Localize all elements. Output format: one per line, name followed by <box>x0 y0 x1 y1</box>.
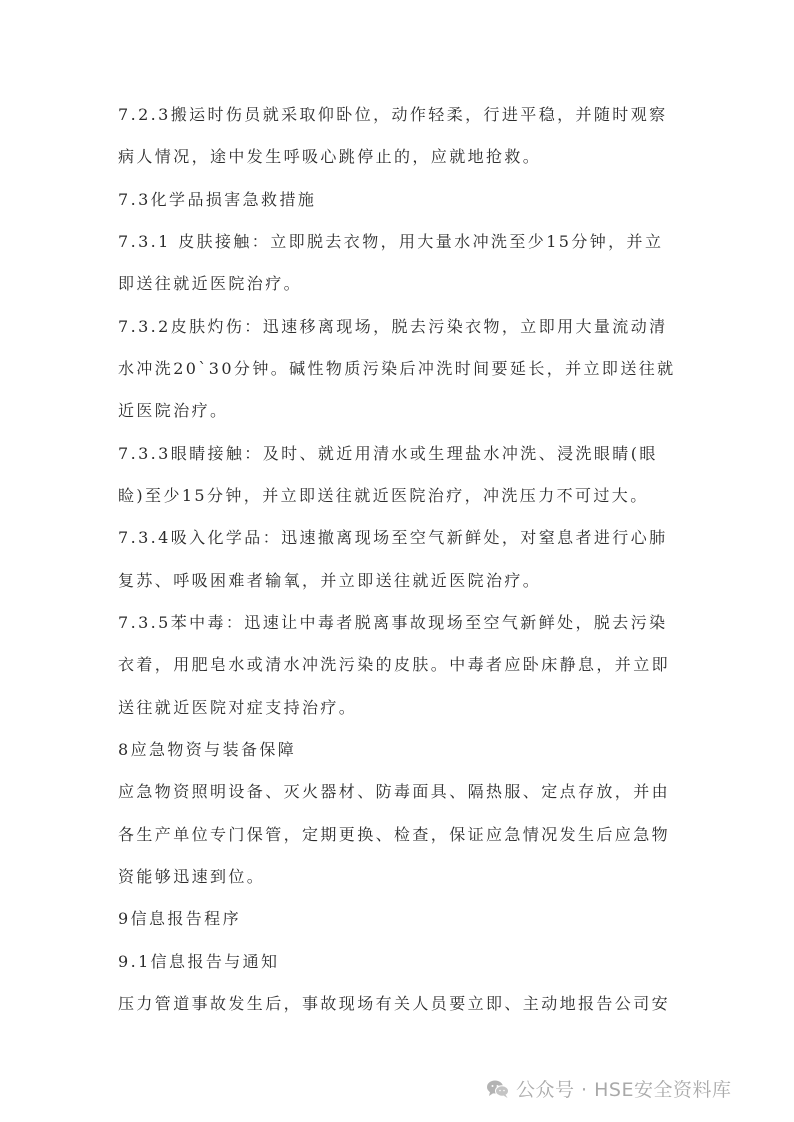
text-line: 7.3.1 皮肤接触：立即脱去衣物，用大量水冲洗至少15分钟，并立 <box>118 232 664 251</box>
text-line: 衣着，用肥皂水或清水冲洗污染的皮肤。中毒者应卧床静息，并立即 <box>118 655 671 674</box>
text-line: 水冲洗20`30分钟。碱性物质污染后冲洗时间要延长，并立即送往就 <box>118 359 676 378</box>
watermark-text: 公众号 · HSE安全资料库 <box>516 1079 732 1101</box>
section-heading: 9信息报告程序 <box>118 909 241 928</box>
text-line: 睑)至少15分钟，并立即送往就近医院治疗，冲洗压力不可过大。 <box>118 486 649 505</box>
wechat-icon <box>486 1079 510 1099</box>
section-heading: 8应急物资与装备保障 <box>118 740 297 759</box>
text-line: 7.3.5苯中毒：迅速让中毒者脱离事故现场至空气新鲜处，脱去污染 <box>118 613 668 632</box>
text-line: 病人情况，途中发生呼吸心跳停止的，应就地抢救。 <box>118 147 542 166</box>
watermark <box>486 1075 731 1102</box>
text-line: 近医院治疗。 <box>118 401 229 420</box>
text-line: 7.2.3搬运时伤员就采取仰卧位，动作轻柔，行进平稳，并随时观察 <box>118 105 668 124</box>
text-line: 资能够迅速到位。 <box>118 867 266 886</box>
text-line: 即送往就近医院治疗。 <box>118 274 303 293</box>
text-line: 7.3.2皮肤灼伤：迅速移离现场，脱去污染衣物，立即用大量流动清 <box>118 317 668 336</box>
section-heading: 9.1信息报告与通知 <box>118 952 280 971</box>
text-line: 7.3.3眼睛接触：及时、就近用清水或生理盐水冲洗、浸洗眼睛(眼 <box>118 444 658 463</box>
text-line: 7.3.4吸入化学品：迅速撤离现场至空气新鲜处，对窒息者进行心肺 <box>118 528 668 547</box>
text-line: 应急物资照明设备、灭火器材、防毒面具、隔热服、定点存放，并由 <box>118 782 671 801</box>
text-line: 压力管道事故发生后，事故现场有关人员要立即、主动地报告公司安 <box>118 994 671 1013</box>
text-line: 复苏、呼吸困难者输氧，并立即送往就近医院治疗。 <box>118 571 542 590</box>
text-line: 各生产单位专门保管，定期更换、检查，保证应急情况发生后应急物 <box>118 825 671 844</box>
text-line: 送往就近医院对症支持治疗。 <box>118 698 358 717</box>
section-heading: 7.3化学品损害急救措施 <box>118 190 317 209</box>
